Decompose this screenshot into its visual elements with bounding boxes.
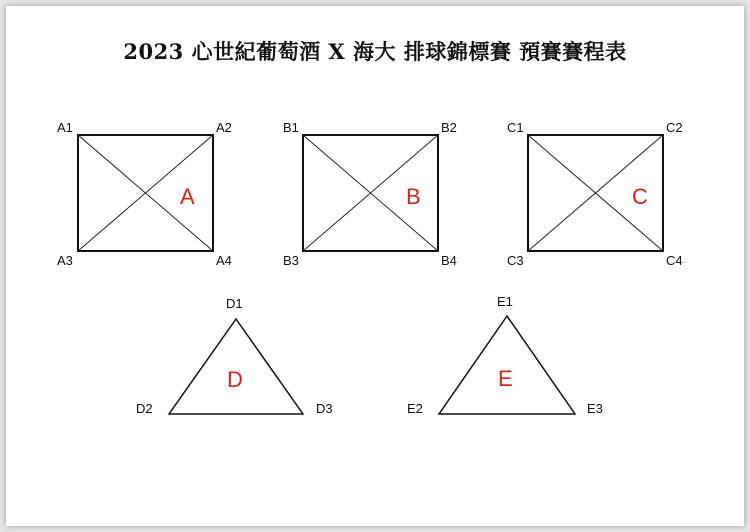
group-a-label: A: [180, 184, 195, 209]
group-e-label: E: [498, 366, 513, 391]
group-e-triangle: [407, 294, 603, 416]
group-d-corner-2: D2: [136, 401, 153, 416]
group-b-label: B: [406, 184, 421, 209]
group-e-corner-2: E2: [407, 401, 423, 416]
group-c-corner-4: C4: [666, 253, 683, 268]
group-a-corner-3: A3: [57, 253, 73, 268]
group-b-corner-2: B2: [441, 120, 457, 135]
group-e-corner-1: E1: [497, 294, 513, 309]
group-a-corner-1: A1: [57, 120, 73, 135]
group-b-box: [283, 120, 457, 268]
group-b-corner-1: B1: [283, 120, 299, 135]
group-b-corner-4: B4: [441, 253, 457, 268]
group-c-corner-1: C1: [507, 120, 524, 135]
group-e-corner-3: E3: [587, 401, 603, 416]
page-title: 2023 心世紀葡萄酒 X 海大 排球錦標賽 預賽賽程表: [123, 39, 627, 64]
group-d-corner-1: D1: [226, 296, 243, 311]
group-a-corner-2: A2: [216, 120, 232, 135]
group-b-corner-3: B3: [283, 253, 299, 268]
group-a-box: [57, 120, 232, 268]
group-c-box: [507, 120, 683, 268]
group-c-corner-2: C2: [666, 120, 683, 135]
group-d-corner-3: D3: [316, 401, 333, 416]
group-d-triangle: [136, 296, 333, 416]
group-c-label: C: [632, 184, 648, 209]
group-c-corner-3: C3: [507, 253, 524, 268]
group-a-corner-4: A4: [216, 253, 232, 268]
group-d-label: D: [227, 367, 243, 392]
